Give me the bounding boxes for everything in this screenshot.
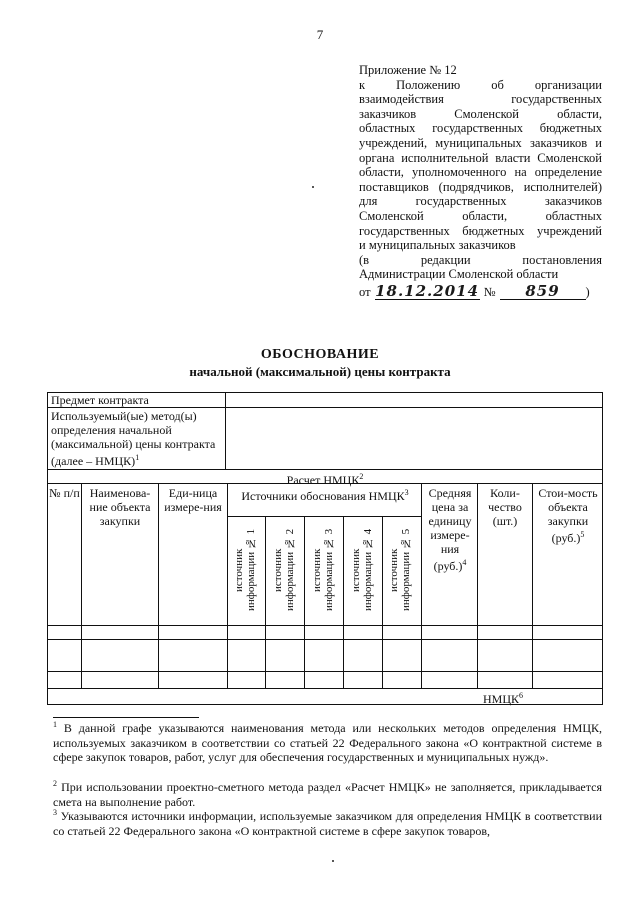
calc-label: Расчет НМЦК: [286, 473, 360, 487]
footnote-number: 1: [53, 720, 57, 729]
avg-footnote-ref: 4: [462, 558, 467, 567]
footnote-text: При использовании проектно-сметного метода раздел «Расчет НМЦК» не заполняется, прикладывается смета на выполнение работ.: [53, 780, 602, 809]
number-label: №: [483, 284, 496, 299]
footnote-number: 3: [53, 808, 57, 817]
document-subtitle: начальной (максимальной) цены контракта: [189, 364, 451, 379]
col-number: № п/п: [49, 486, 80, 500]
appendix-line: Администрации Смоленской области: [359, 267, 559, 282]
cost-footnote-ref: 5: [580, 530, 585, 539]
subject-label: Предмет контракта: [51, 393, 149, 407]
col-average-price: [424, 486, 476, 573]
total-footnote-ref: 6: [519, 691, 524, 700]
appendix-line: органа исполнительной власти Смоленской: [359, 150, 602, 165]
decree-date-handwritten: 18.12.2014: [375, 281, 480, 300]
appendix-line: взаимодействия государственных: [359, 92, 602, 107]
footnote-number: 2: [53, 779, 57, 788]
scan-speck: [332, 860, 334, 862]
page-number: 7: [316, 27, 324, 42]
col-cost-text: Стои-мость объекта закупки (руб.): [538, 486, 598, 545]
appendix-line: поставщиков (подрядчиков, исполнителей): [359, 179, 602, 194]
col-sources: [231, 486, 419, 503]
calc-footnote-ref: 2: [359, 472, 364, 481]
appendix-line: учреждений, муниципальных заказчиков и: [359, 135, 602, 150]
footnote-3: [53, 806, 602, 838]
method-footnote-ref: 1: [135, 453, 140, 462]
footnote-2: [53, 777, 602, 809]
col-average-price-text: Средняя цена за единицу измере-ния (руб.): [428, 486, 472, 573]
document-title: ОБОСНОВАНИЕ: [260, 347, 380, 362]
nmck-table: [47, 392, 603, 705]
scan-speck: [312, 186, 314, 188]
source-4: источник информации № 4: [350, 528, 374, 612]
appendix-line: области, уполномоченного на определение: [359, 165, 602, 180]
col-unit: Еди-ница измере-ния: [164, 486, 222, 514]
col-sources-text: Источники обоснования НМЦК: [241, 489, 405, 503]
footnote-text: Указываются источники информации, используемые заказчиком для определения НМЦК в соответствии со статьей 22 Федерального закона «О контрактной системе в сфере закупок товаров,: [53, 809, 602, 838]
sources-footnote-ref: 3: [404, 488, 409, 497]
appendix-line: заказчиков Смоленской области,: [359, 106, 602, 121]
appendix-line: (в редакции постановления: [359, 252, 602, 267]
close-paren: ): [585, 284, 590, 299]
footnote-1: [53, 718, 602, 765]
total-label: НМЦК: [483, 692, 520, 706]
appendix-line: Смоленской области, областных: [359, 208, 602, 223]
appendix-line: и муниципальных заказчиков: [359, 238, 516, 253]
decree-signature-line: [359, 281, 602, 300]
decree-number-handwritten: 859: [500, 284, 586, 300]
appendix-line: Приложение № 12: [359, 63, 457, 77]
total-row-label: [483, 689, 523, 706]
col-quantity: Коли-чество (шт.): [488, 486, 522, 528]
appendix-header: [359, 63, 602, 300]
calc-header: [47, 470, 603, 487]
source-5: источник информации № 5: [388, 528, 412, 612]
from-label: от: [359, 284, 371, 299]
footnote-text: В данной графе указываются наименования метода или нескольких методов определения НМЦК, используемых заказчиком в соответствии со статьей 22 Федерального закона «О контрактной системе в сфере закупок товаров, работ, услуг для обеспечения государственных и муниципальных нужд».: [53, 721, 603, 764]
appendix-line: для государственных заказчиков: [359, 194, 602, 209]
col-cost: [535, 486, 601, 545]
appendix-line: областных государственных бюджетных: [359, 121, 602, 136]
appendix-line: государственных бюджетных учреждений: [359, 223, 602, 238]
appendix-line: к Положению об организации: [359, 77, 602, 92]
source-2: источник информации № 2: [272, 528, 296, 612]
method-label-text: Используемый(ые) метод(ы) определения начальной (максимальной) цены контракта (далее – НМЦК): [51, 409, 216, 468]
method-label: [51, 409, 223, 468]
col-name: Наименова-ние объекта закупки: [89, 486, 151, 528]
source-3: источник информации № 3: [311, 528, 335, 612]
source-1: источник информации № 1: [233, 528, 257, 612]
